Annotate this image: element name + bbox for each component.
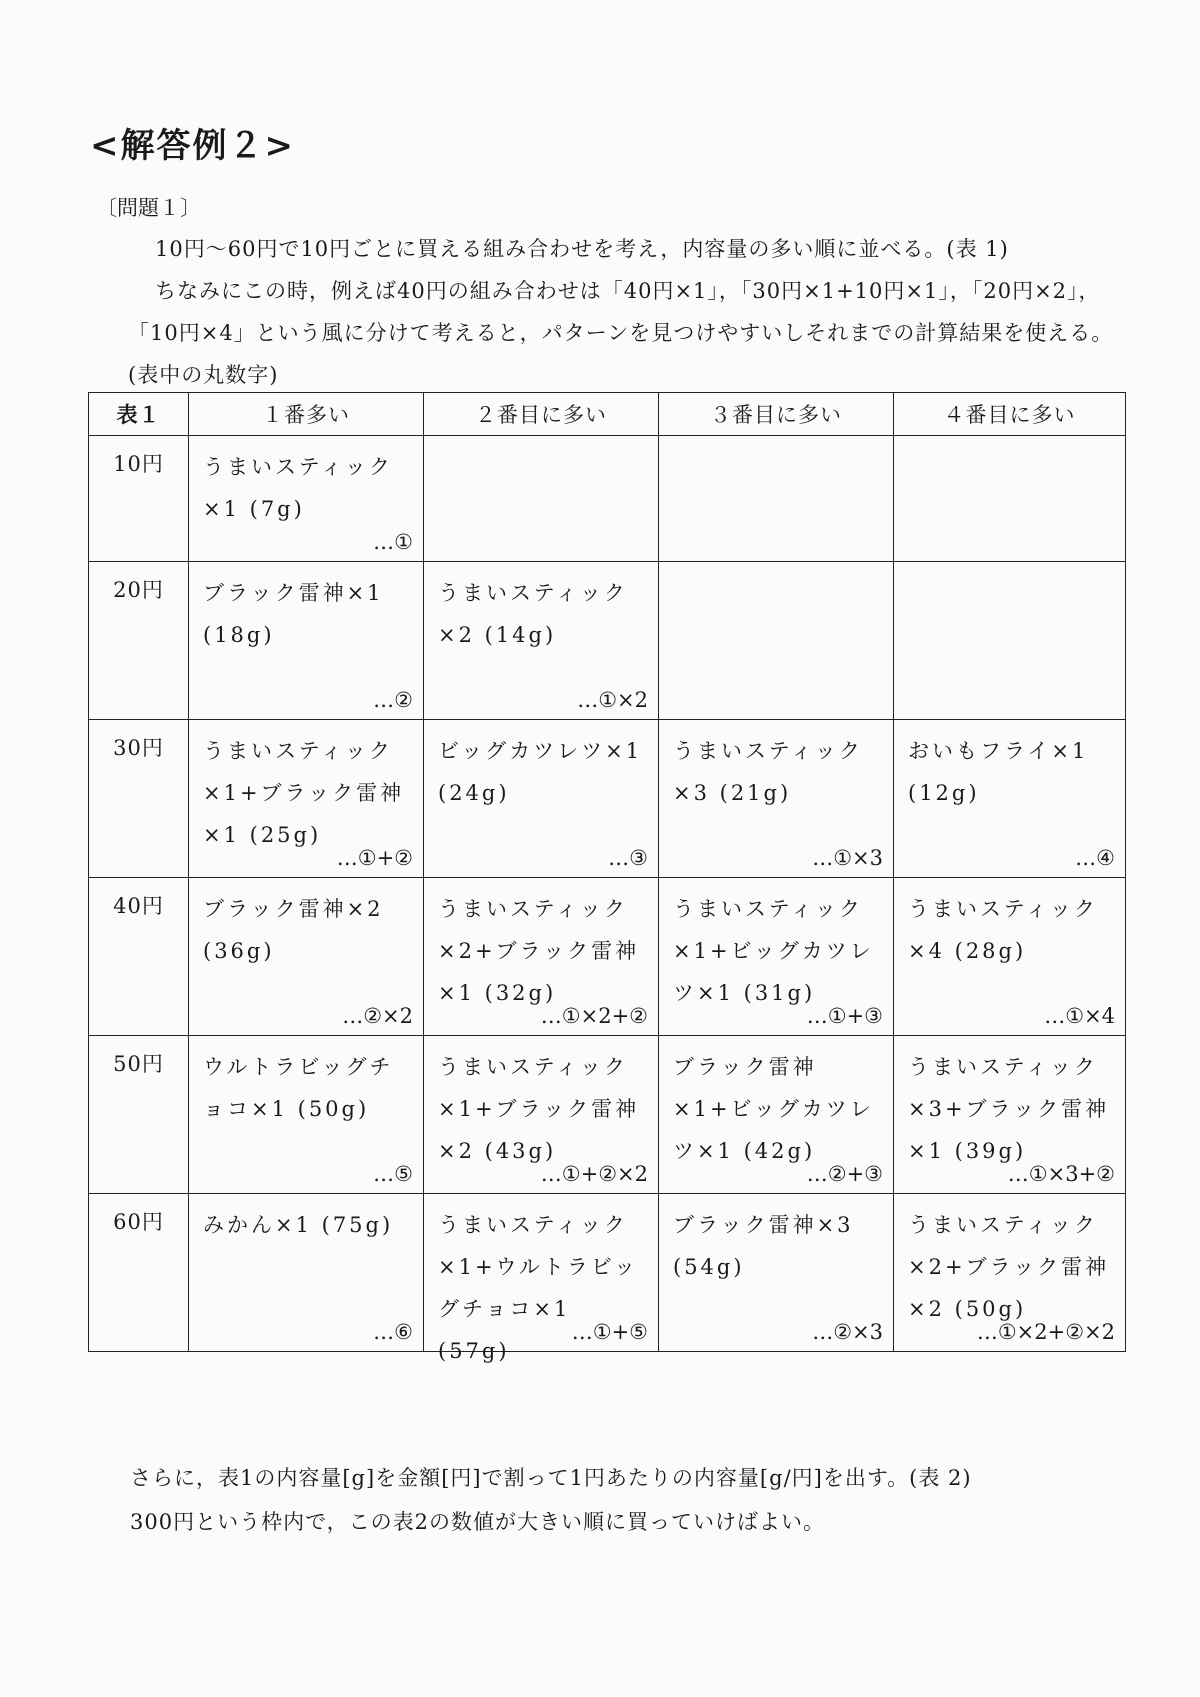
combination-text: うまいスティック×2+ブラック雷神×2 (50g) — [908, 1213, 1110, 1321]
combination-text: うまいスティック×1+ブラック雷神×2 (43g) — [438, 1055, 640, 1163]
combination-text — [894, 436, 1125, 446]
cell-content — [659, 878, 893, 1035]
reference-mark: …①+③ — [806, 1004, 883, 1028]
cell-content — [189, 720, 423, 877]
combination-text: うまいスティック×2+ブラック雷神×1 (32g) — [438, 897, 640, 1005]
combination-text: ブラック雷神×2 (36g) — [203, 897, 384, 963]
reference-mark: …② — [373, 688, 413, 712]
combination-cell — [659, 1194, 894, 1352]
reference-mark: …⑥ — [373, 1320, 413, 1344]
combination-text: ブラック雷神×3 (54g) — [673, 1213, 854, 1279]
page-title: <解答例２> — [90, 126, 295, 166]
cell-content — [424, 562, 658, 719]
price-cell: 30円 — [89, 720, 189, 878]
price-cell: 40円 — [89, 878, 189, 1036]
cell-content — [424, 1036, 658, 1193]
cell-content — [894, 1036, 1125, 1193]
cell-content — [424, 436, 658, 561]
price-cell: 60円 — [89, 1194, 189, 1352]
reference-mark: …①+⑤ — [571, 1320, 648, 1344]
cell-content — [189, 436, 423, 561]
combination-text: みかん×1 (75g) — [203, 1213, 394, 1237]
cell-content — [894, 1194, 1125, 1351]
combination-cell — [189, 436, 424, 562]
reference-mark: …①+② — [336, 846, 413, 870]
reference-mark: …③ — [608, 846, 648, 870]
combination-cell — [894, 562, 1126, 720]
reference-mark: …②×3 — [812, 1320, 883, 1344]
table-header-row — [89, 393, 1126, 436]
combination-text: うまいスティック×1+ウルトラビッグチョコ×1 (57g) — [438, 1213, 639, 1363]
combination-text: うまいスティック×3 (21g) — [673, 739, 863, 805]
cell-content — [659, 1036, 893, 1193]
combination-cell — [659, 562, 894, 720]
combination-text — [659, 436, 893, 446]
price-cell: 10円 — [89, 436, 189, 562]
reference-mark: …① — [373, 530, 413, 554]
table-row — [89, 720, 1126, 878]
table-row — [89, 1194, 1126, 1352]
combination-text: うまいスティック×3+ブラック雷神×1 (39g) — [908, 1055, 1110, 1163]
header-rank-3: ３番目に多い — [659, 393, 894, 436]
header-rank-2: ２番目に多い — [424, 393, 659, 436]
reference-mark: …①+②×2 — [540, 1162, 648, 1186]
combination-text: ブラック雷神×1 (18g) — [203, 581, 384, 647]
problem-label: 〔問題１〕 — [96, 196, 201, 220]
combination-cell — [189, 720, 424, 878]
table-row — [89, 878, 1126, 1036]
combination-cell — [189, 562, 424, 720]
combination-cell — [659, 878, 894, 1036]
combination-cell — [424, 1194, 659, 1363]
combination-cell — [659, 1036, 894, 1194]
cell-content — [424, 720, 658, 877]
combination-text — [659, 562, 893, 572]
cell-content — [659, 720, 893, 877]
combination-cell — [189, 1036, 424, 1194]
cell-content — [189, 562, 423, 719]
combination-cell — [894, 1194, 1126, 1352]
combination-cell — [659, 436, 894, 562]
cell-content — [189, 1194, 423, 1351]
cell-content — [894, 878, 1125, 1035]
combination-text: うまいスティック×1+ブラック雷神×1 (25g) — [203, 739, 405, 847]
reference-mark: …④ — [1075, 846, 1115, 870]
price-cell: 50円 — [89, 1036, 189, 1194]
table-label: 表１ — [89, 393, 189, 436]
reference-mark: …②×2 — [342, 1004, 413, 1028]
combination-cell — [894, 436, 1126, 562]
cell-content — [894, 720, 1125, 877]
combination-cell — [189, 1194, 424, 1352]
combination-cell — [424, 720, 659, 878]
reference-mark: …②+③ — [806, 1162, 883, 1186]
table-row — [89, 562, 1126, 720]
combination-cell — [659, 720, 894, 878]
combination-cell — [189, 878, 424, 1036]
cell-content — [659, 1194, 893, 1351]
combination-text: ブラック雷神×1+ビッグカツレツ×1 (42g) — [673, 1055, 874, 1163]
cell-content — [894, 562, 1125, 719]
closing-paragraph-1: さらに，表1の内容量[g]を金額[円]で割って1円あたりの内容量[g/円]を出す。(表 2) — [130, 1466, 972, 1490]
table-row — [89, 1036, 1126, 1194]
table-row — [89, 436, 1126, 562]
cell-content — [424, 878, 658, 1035]
combination-text: うまいスティック×4 (28g) — [908, 897, 1098, 963]
cell-content — [189, 878, 423, 1035]
reference-mark: …①×4 — [1044, 1004, 1115, 1028]
paragraph-1: 10円〜60円で10円ごとに買える組み合わせを考え，内容量の多い順に並べる。(表 1) — [155, 237, 1009, 261]
reference-mark: …①×3+② — [1007, 1162, 1115, 1186]
combination-text: うまいスティック×2 (14g) — [438, 581, 628, 647]
combination-cell — [424, 1036, 659, 1194]
cell-content — [659, 436, 893, 561]
combination-text: うまいスティック×1 (7g) — [203, 455, 393, 521]
cell-content — [189, 1036, 423, 1193]
reference-mark: …①×2+② — [540, 1004, 648, 1028]
combination-text: ビッグカツレツ×1 (24g) — [438, 739, 643, 805]
paragraph-2: ちなみにこの時，例えば40円の組み合わせは「40円×1」，「30円×1+10円×1」，「20円×2」，「10円×4」という風に分けて考えると，パターンを見つけやすいしそれまでの計算結果を使える。(表中の丸数字) — [128, 279, 1114, 387]
header-rank-1: １番多い — [189, 393, 424, 436]
combination-cell — [424, 878, 659, 1036]
combination-text: ウルトラビッグチョコ×1 (50g) — [203, 1055, 394, 1121]
combination-text — [424, 436, 658, 446]
combination-cell — [894, 878, 1126, 1036]
cell-content — [659, 562, 893, 719]
reference-mark: …①×3 — [812, 846, 883, 870]
combination-cell — [894, 1036, 1126, 1194]
reference-mark: …①×2 — [577, 688, 648, 712]
combination-text: うまいスティック×1+ビッグカツレツ×1 (31g) — [673, 897, 874, 1005]
combination-cell — [424, 562, 659, 720]
combination-text: おいもフライ×1 (12g) — [908, 739, 1089, 805]
header-rank-4: ４番目に多い — [894, 393, 1126, 436]
closing-paragraph-2: 300円という枠内で，この表2の数値が大きい順に買っていけばよい。 — [130, 1510, 826, 1534]
cell-content — [424, 1194, 658, 1363]
reference-mark: …⑤ — [373, 1162, 413, 1186]
price-cell: 20円 — [89, 562, 189, 720]
cell-content — [894, 436, 1125, 561]
combination-cell — [424, 436, 659, 562]
combination-cell — [894, 720, 1126, 878]
combination-table — [88, 392, 1126, 1363]
reference-mark: …①×2+②×2 — [976, 1320, 1115, 1344]
combination-text — [894, 562, 1125, 572]
